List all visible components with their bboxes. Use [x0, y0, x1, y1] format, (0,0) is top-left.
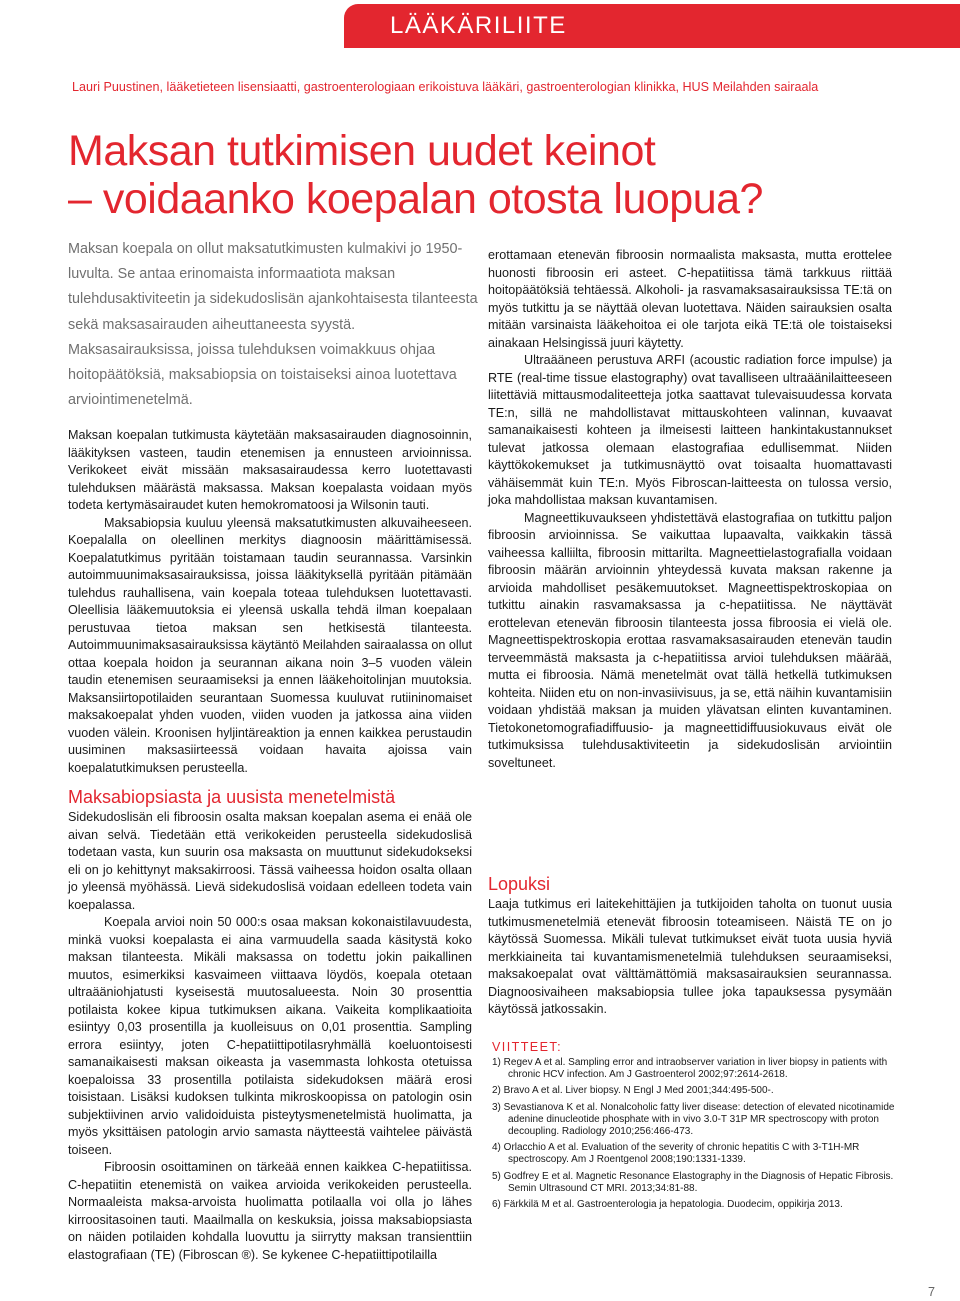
body-paragraph: erottamaan etenevän fibroosin normaalista maksasta, mutta erottelee huonosti fibroosin eri asteet. C-hepatiitissa tämä tarkkuus riittää hoitopäätöksiä tehtäessä. Alkoholi- ja rasvamaksasairauksissa TE:tä on myös tutkittu ja se näyttää olevan luotettava. Näiden sairauksien osalta mitään varsinaista lääkehoitoa ei ole tarjota eikä TE:tä ole toistaiseksi ainakaan Helsingissä juuri käytetty. — [488, 248, 892, 350]
article-title — [68, 127, 928, 223]
body-paragraph: Fibroosin osoittaminen on tärkeää ennen kaikkea C-hepatiitissa. C-hepatiitin etenemistä on vaikea arvioida verikokeiden perusteella. Normaaleista maksa-arvoista huolimatta potilaalla voi olla jo lähes kirroositasoinen tauti. Maailmalla on keskuksia, joissa maksabiopsiasta on näiden potilaiden kohdalla luovuttu ja siirrytty maksan transienttiin elastografiaan (TE) (Fibroscan ®). Se kykenee C-hepatiittipotilailla — [68, 1160, 472, 1262]
body-paragraph: Laaja tutkimus eri laitekehittäjien ja tutkijoiden taholta on tuonut uusia tutkimusmenetelmiä etenevät fibroosin toteamiseen. Näistä TE on jo käytössä Suomessa. Mikäli tulevat tutkimukset eivät tuota uusia hyviä merkkiaineita tai kuvantamismenetelmiä tulehduksen seuraamiseksi, maksakoepalat ovat välttämättömiä maksasairauksien seurannassa. Diagnoosivaiheen maksabiopsia tullee joka tapauksessa pysymään käytössä jatkossakin. — [488, 897, 892, 1016]
reference-item: 4) Orlacchio A et al. Evaluation of the severity of chronic hepatitis C with 3-T1H-MR spectroscopy. Am J Roentgenol 2008;190:1331-1339. — [492, 1142, 860, 1166]
body-paragraph: Maksabiopsia kuuluu yleensä maksatutkimusten alkuvaiheeseen. Koepalalla on oleellinen merkitys diagnoosin määrittämisessä. Koepalatutkimus pyritään toistamaan taudin seurannassa. Varsinkin autoimmuunimaksasairauksissa, joissa lääkityksellä pyritään pitämään tulehdus rauhallisena, vain koepala toteaa tulehduksen luotettavasti. Oleellisia lääkemuutoksia ei yleensä uskalla tehdä ilman koepalaan perustuvaa tietoa maksan sen hetkisestä tilanteesta. Autoimmuunimaksasairauksissa käytäntö Meilahden sairaalassa on ollut ottaa koepala hoidon ja seurannan aikana noin 3–5 vuoden välein taudin etenemisen seuraamiseksi ja ennen lääkehoitolinjan muutoksia. Maksansiirtopotilaiden seurantaan Suomessa kuuluvat rutiininomaiset maksakoepalat yhden vuoden, viiden vuoden ja jatkossa aina viiden vuoden välein. Kroonisen hyljintäreaktion ja ennen kaikkea perustaudin uusiminen maksasiirteessä voidaan havaita ajoissa vain koepalatutkimuksen perusteella. — [68, 515, 472, 775]
body-paragraph: Ultraääneen perustuva ARFI (acoustic radiation force impulse) ja RTE (real-time tissue elastography) ovat tavalliseen ultraäänilaitteeseen liitettäviä mittausmodaliteetteja jotka saattavat tulevaisuudessa korvata TE:n, sillä ne mahdollistavat mittauskohteen valinnan, kuvaavat samanaikaisesti kohteen ja ilmeisesti laitteen hankintakustannukset tulevat jatkossa olemaan elastografiaa edullisemmat. Niiden käyttökokemukset ja tutkimusnäyttö ovat toisaalta huomattavasti vähäisemmät kuin TE:n. Myös Fibroscan-laitteesta on tulossa versio, joka mahdollistaa maksan kuvantamisen. — [488, 353, 892, 507]
references-title: VIITTEET: — [492, 1040, 562, 1054]
title-line-1: Maksan tutkimisen uudet keinot — [68, 127, 656, 175]
section-heading-conclusion: Lopuksi — [488, 874, 551, 894]
body-column-right — [488, 247, 892, 772]
section-tag: LÄÄKÄRILIITE — [344, 4, 960, 48]
reference-item: 5) Godfrey E et al. Magnetic Resonance Elastography in the Diagnosis of Hepatic Fibrosis. Semin Ultrasound CT MRI. 2013;34:81-88. — [492, 1170, 894, 1194]
conclusion-section — [488, 859, 892, 1019]
body-paragraph: Sidekudoslisän eli fibroosin osalta maksan koepalan asema ei enää ole aivan selvä. Tiedetään että verikokeiden perusteella sidekudoslisä todetaan vasta, kun suurin osa maksasta on muuttunut sidekudokseksi eli on jo kehittynyt maksakirroosi. Tässä vaiheessa hoidon osalta ollaan jo yleensä myöhässä. Lievä sidekudoslisä voidaan edelleen todeta vain koepalassa. — [68, 810, 472, 912]
page-number: 7 — [928, 1285, 936, 1299]
author-byline: Lauri Puustinen, lääketieteen lisensiaatti, gastroenterologiaan erikoistuva lääkäri, gastroenterologian klinikka, HUS Meilahden sairaala — [72, 80, 819, 94]
title-line-2: – voidaanko koepalan otosta luopua? — [68, 175, 763, 223]
reference-item: 6) Färkkilä M et al. Gastroenterologia ja hepatologia. Duodecim, oppikirja 2013. — [492, 1199, 843, 1211]
body-paragraph: Koepala arvioi noin 50 000:s osaa maksan kokonaistilavuudesta, minkä vuoksi koepalasta ei aina varmuudella saada käsitystä koko maksan tilanteesta. Mikäli maksassa on todettu jokin paikallinen muutos, esimerkiksi kasvaimeen viittaava löydös, koepala otetaan ultraääniohjatusti kyseisestä muutosalueesta. Noin 30 prosenttia potilaista kokee kipua tutkimuksen aikana. Vaikeita komplikaatioita esiintyy 0,03 prosentilla ja kuolleisuus on 0,01 prosenttia. Sampling errora esiintyy, joten C-hepatiittipotilasryhmällä koeluontoisesti samanaikaisesti maksan oikeasta ja vasemmasta lohkosta otetuissa koepaloissa 33 prosentilla potilaista sidekudoksen määrä erosi toisistaan. Lisäksi kudoksen tulkinta mikroskoopissa on patologin osin subjektiivinen arvio validoiduista pisteytysmenetelmistä huolimatta, ja myös yksittäisen patologin arvio samasta näytteestä vaihtelee päivästä toiseen. — [68, 915, 472, 1157]
reference-item: 2) Bravo A et al. Liver biopsy. N Engl J Med 2001;344:495-500-. — [492, 1085, 774, 1097]
reference-item: 1) Regev A et al. Sampling error and intraobserver variation in liver biopsy in patients with chronic HCV infection. Am J Gastroenterol 2002;97:2614-2618. — [492, 1057, 888, 1081]
reference-item: 3) Sevastianova K et al. Nonalcoholic fatty liver disease: detection of elevated nicotinamide adenine dinucleotide phosphate with in vivo 3.0-T 31P MR spectroscopy with proton decoupling. Radiology 2010;256:466-473. — [492, 1101, 895, 1138]
body-paragraph: Maksan koepalan tutkimusta käytetään maksasairauden diagnosoinnin, lääkityksen vasteen, taudin etenemisen ja ennusteen arvioinnissa. Verikokeet eivät missään maksasairaudessa kerro luotettavasti tulehduksen määrästä maksassa. Maksan koepalasta voidaan myös todeta kertymäsairaudet kuten hemokromatoosi ja Wilsonin tauti. — [68, 428, 472, 512]
body-column-left — [68, 427, 472, 1264]
body-paragraph: Magneettikuvaukseen yhdistettävä elastografiaa on tutkittu paljon fibroosin arvioinnissa. Se vaikuttaa lupaavalta, vaikkakin tässä vaiheessa kalliilta, fibroosin mittarilta. Magneettielastografialla voidaan fibroosin määrän arvioinnin yhteydessä kuvata maksan rakenne ja arvioida mahdolliset pesäkemuutokset. Magneettispektroskopiaa on tutkittu ainakin rasvamaksassa ja c-hepatiitissa. Ne näyttävät erottelevan etenevän fibroosin tilanteesta jossa fibroosia ei vielä ole. Magneettispektroskopia erottaa rasvamaksasairauden etenevän taudin terveemmästä maksasta ja c-hepatiitissa arvioi tulehduksen määrää, mutta ei fibroosia. Nämä menetelmät ovat tällä hetkellä tutkimuksen kohteita. Niiden etu on non-invasiivisuus, ja se, että näihin kuvantamisiin voidaan yhdistää maksan ja muiden ylävatsan elinten kuvantaminen. Tietokonetomografiadiffuusio- ja magneettidiffuusiokuvaus eivät ole tutkimuksissa tulehdusaktiviteetin ja sidekudoslisän arviointiin soveltuneet. — [488, 510, 892, 770]
references-list — [492, 1057, 897, 1211]
ingress-paragraph: Maksan koepala on ollut maksatutkimusten kulmakivi jo 1950-luvulta. Se antaa erinomaista informaatiota maksan tulehdusaktiviteetin ja sidekudoslisän ajankohtaisesta tilanteesta sekä maksasairauden aiheuttaneesta syystä. Maksasairauksissa, joissa tulehduksen voimakkuus ohjaa hoitopäätöksiä, maksabiopsia on toistaiseksi ainoa luotettava arviointimenetelmä. — [68, 241, 478, 409]
section-heading-biopsy: Maksabiopsiasta ja uusista menetelmistä — [68, 787, 396, 807]
references — [492, 1040, 897, 1215]
